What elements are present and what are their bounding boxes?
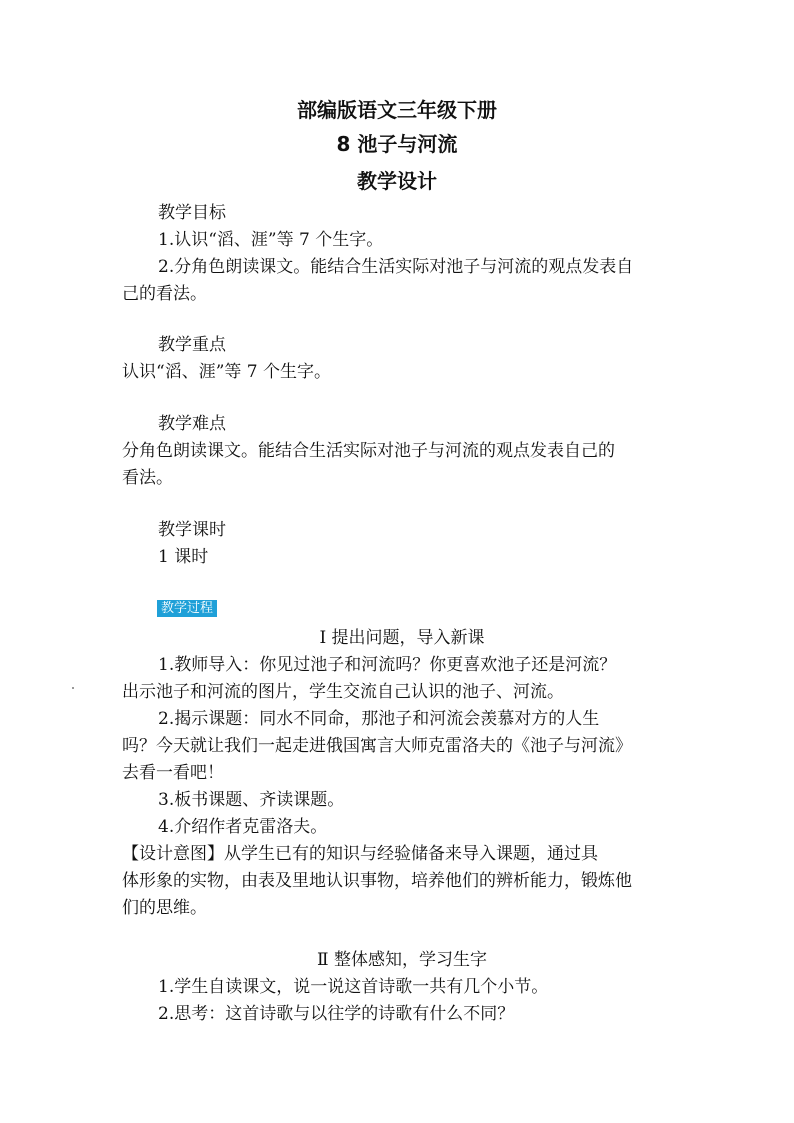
section-1-p1-line-1: 1.教师导入：你见过池子和河流吗？你更喜欢池子还是河流？	[158, 655, 617, 675]
section-1-p4: 4.介绍作者克雷洛夫。	[158, 817, 328, 837]
difficulties-heading: 教学难点	[158, 414, 226, 434]
design-intent-line-1: 【设计意图】从学生已有的知识与经验储备来导入课题，通过具	[122, 844, 598, 864]
book-title: 部编版语文三年级下册	[297, 98, 497, 122]
periods-text: 1 课时	[158, 547, 209, 567]
key-points-heading: 教学重点	[158, 335, 226, 355]
section-1-p3: 3.板书课题、齐读课题。	[158, 790, 345, 810]
section-2-p2: 2.思考：这首诗歌与以往学的诗歌有什么不同？	[158, 1004, 515, 1024]
difficulties-line-2: 看法。	[122, 468, 173, 488]
section-2-p1: 1.学生自读课文，说一说这首诗歌一共有几个小节。	[158, 977, 549, 997]
process-badge: 教学过程	[157, 600, 217, 617]
goal-item-2-line-2: 己的看法。	[122, 284, 207, 304]
key-points-text: 认识“滔、涯”等 7 个生字。	[122, 362, 332, 382]
goals-heading: 教学目标	[158, 203, 226, 223]
goal-item-2-line-1: 2.分角色朗读课文。能结合生活实际对池子与河流的观点发表自	[158, 257, 634, 277]
difficulties-line-1: 分角色朗读课文。能结合生活实际对池子与河流的观点发表自己的	[122, 441, 615, 461]
design-intent-line-3: 们的思维。	[122, 898, 207, 918]
section-1-p2-line-2: 吗？今天就让我们一起走进俄国寓言大师克雷洛夫的《池子与河流》	[122, 736, 632, 756]
stray-dot	[72, 687, 74, 689]
goal-item-1: 1.认识“滔、涯”等 7 个生字。	[158, 230, 384, 250]
section-1-heading: Ⅰ 提出问题，导入新课	[319, 628, 485, 648]
section-1-p2-line-1: 2.揭示课题：同水不同命，那池子和河流会羡慕对方的人生	[158, 709, 600, 729]
periods-heading: 教学课时	[158, 520, 226, 540]
design-intent-line-2: 体形象的实物，由表及里地认识事物，培养他们的辨析能力，锻炼他	[122, 871, 632, 891]
section-2-heading: Ⅱ 整体感知，学习生字	[317, 950, 487, 970]
lesson-title: 8 池子与河流	[336, 132, 458, 156]
section-1-p1-line-2: 出示池子和河流的图片，学生交流自己认识的池子、河流。	[122, 682, 564, 702]
section-1-p2-line-3: 去看一看吧！	[122, 763, 224, 783]
document-title: 教学设计	[357, 169, 437, 193]
